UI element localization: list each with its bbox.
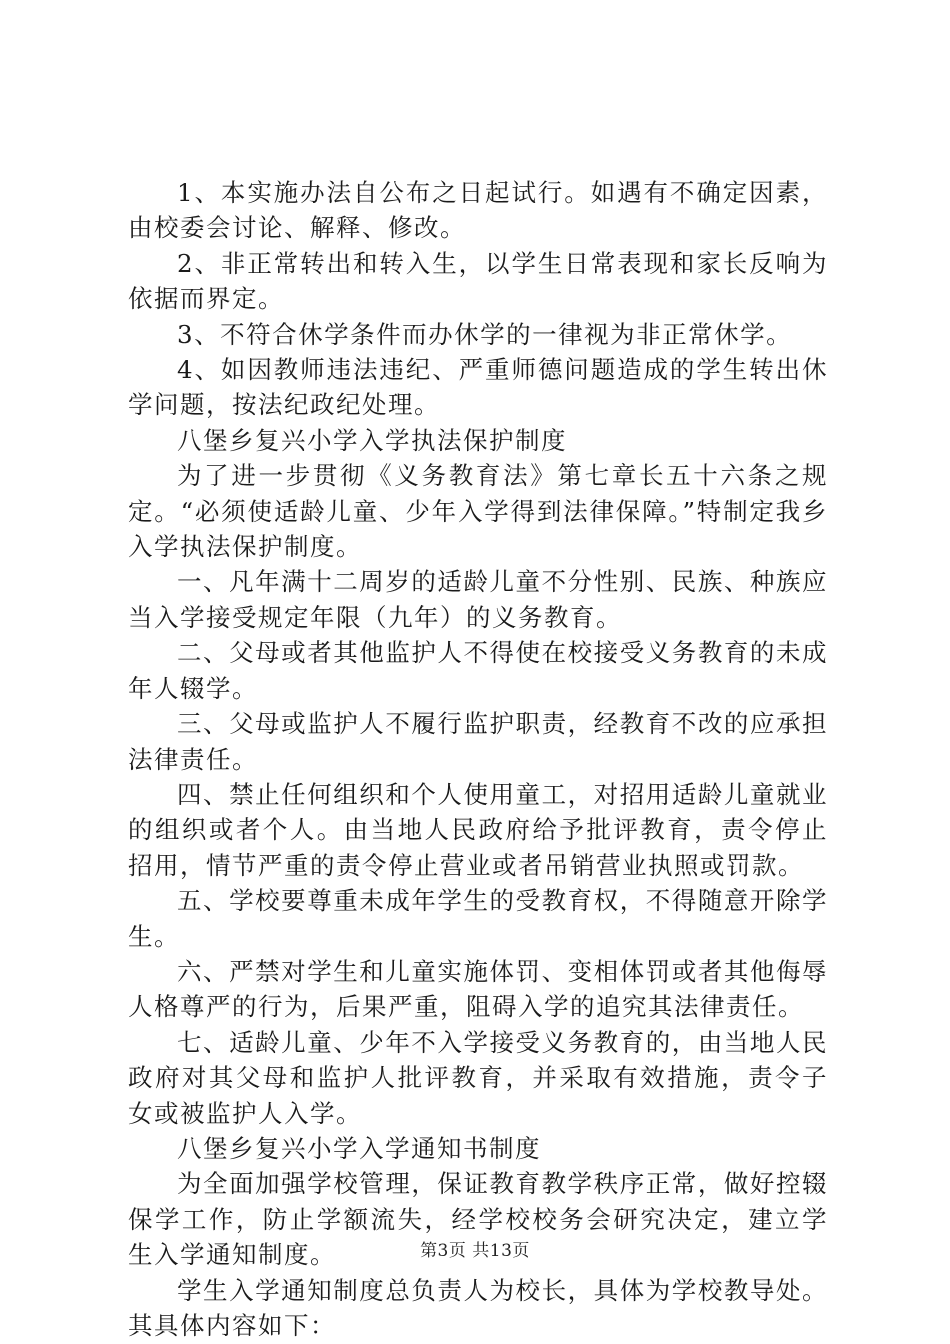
paragraph-rule-3: 三、父母或监护人不履行监护职责，经教育不改的应承担法律责任。 <box>128 709 828 774</box>
paragraph-1: 1、本实施办法自公布之日起试行。如遇有不确定因素，由校委会讨论、解释、修改。 <box>128 178 828 243</box>
paragraph-rule-7: 七、适龄儿童、少年不入学接受义务教育的，由当地人民政府对其父母和监护人批评教育，并采取有效措施，责令子女或被监护人入学。 <box>128 1027 828 1128</box>
paragraph-rule-4: 四、禁止任何组织和个人使用童工，对招用适龄儿童就业的组织或者个人。由当地人民政府给予批评教育，责令停止招用，情节严重的责令停止营业或者吊销营业执照或罚款。 <box>128 779 828 880</box>
paragraph-3: 3、不符合休学条件而办休学的一律视为非正常休学。 <box>177 319 793 349</box>
paragraph-intro-protection: 为了进一步贯彻《义务教育法》第七章长五十六条之规定。“必须使适龄儿童、少年入学得到法律保障。”特制定我乡入学执法保护制度。 <box>128 461 828 562</box>
paragraph-rule-1: 一、凡年满十二周岁的适龄儿童不分性别、民族、种族应当入学接受规定年限（九年）的义务教育。 <box>128 567 828 632</box>
section-heading-enrollment-notice: 八堡乡复兴小学入学通知书制度 <box>177 1133 541 1163</box>
paragraph-4: 4、如因教师违法违纪、严重师德问题造成的学生转出休学问题，按法纪政纪处理。 <box>128 355 828 420</box>
paragraph-rule-5: 五、学校要尊重未成年学生的受教育权，不得随意开除学生。 <box>128 886 828 951</box>
paragraph-notice-responsibility: 学生入学通知制度总负责人为校长，具体为学校教导处。其具体内容如下： <box>128 1275 828 1340</box>
page-number-footer: 第3页 共13页 <box>420 1241 530 1261</box>
paragraph-rule-6: 六、严禁对学生和儿童实施体罚、变相体罚或者其他侮辱人格尊严的行为，后果严重，阻碍入学的追究其法律责任。 <box>128 956 828 1022</box>
paragraph-rule-2: 二、父母或者其他监护人不得使在校接受义务教育的未成年人辍学。 <box>128 638 828 703</box>
document-body <box>128 175 828 1343</box>
paragraph-intro-notice: 为全面加强学校管理，保证教育教学秩序正常，做好控辍保学工作，防止学额流失，经学校校务会研究决定，建立学生入学通知制度。 <box>128 1169 828 1270</box>
paragraph-2: 2、非正常转出和转入生，以学生日常表现和家长反响为依据而界定。 <box>128 248 828 314</box>
section-heading-enrollment-protection: 八堡乡复兴小学入学执法保护制度 <box>177 425 567 455</box>
